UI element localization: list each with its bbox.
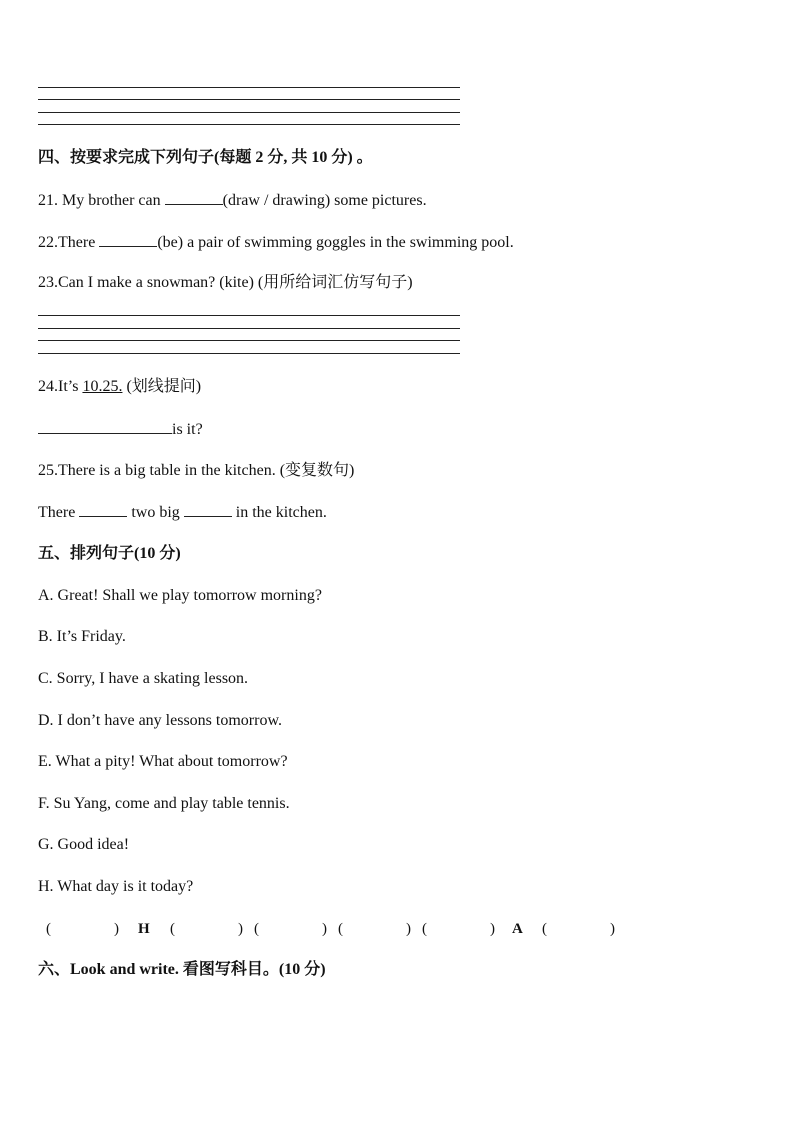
sequence-answer-row (0, 919, 794, 939)
question-text: Can I make a snowman? (kite) (用所给词汇仿写句子) (58, 274, 413, 291)
answer-paren-open[interactable]: ( (46, 921, 51, 937)
answer-paren-open[interactable]: ( (254, 921, 259, 937)
answer-line (38, 99, 460, 100)
answer-text: two big (127, 504, 184, 521)
question-24-answer (38, 419, 203, 440)
question-text: There is a big table in the kitchen. (变复数句) (58, 462, 355, 479)
sentence-item: D. I don’t have any lessons tomorrow. (38, 712, 282, 729)
answer-text: in the kitchen. (231, 504, 327, 521)
answer-line[interactable] (38, 315, 460, 316)
question-21 (38, 190, 427, 211)
fill-blank[interactable] (99, 232, 157, 247)
sentence-item: F. Su Yang, come and play table tennis. (38, 795, 290, 812)
answer-text: There (38, 504, 80, 521)
section-6-heading: 六、Look and write. 看图写科目。(10 分) (38, 961, 326, 978)
sentence-item: A. Great! Shall we play tomorrow morning? (38, 587, 322, 604)
underlined-part: 10.25. (82, 378, 123, 395)
question-24 (38, 377, 201, 397)
question-text: (be) a pair of swimming goggles in the swimming pool. (157, 234, 514, 251)
answer-paren-close[interactable]: ) (322, 921, 327, 937)
fill-blank[interactable] (38, 419, 172, 434)
answer-paren-close[interactable]: ) (114, 921, 119, 937)
answer-paren-close[interactable]: ) (238, 921, 243, 937)
answer-paren-close[interactable]: ) (406, 921, 411, 937)
question-number: 23. (38, 274, 58, 291)
question-25-answer (38, 502, 327, 523)
question-number: 24. (38, 378, 58, 395)
question-text: It’s (58, 378, 83, 395)
fill-blank[interactable] (165, 190, 223, 205)
sentence-item: E. What a pity! What about tomorrow? (38, 753, 288, 770)
section-5-heading: 五、排列句子(10 分) (38, 545, 181, 562)
sentence-item: G. Good idea! (38, 836, 130, 853)
answer-paren-close[interactable]: ) (490, 921, 495, 937)
question-text: There (58, 234, 100, 251)
question-number: 25. (38, 462, 58, 479)
question-25 (38, 461, 354, 481)
answer-text: is it? (172, 421, 203, 438)
sentence-item: B. It’s Friday. (38, 628, 126, 645)
answer-paren-close[interactable]: ) (610, 921, 615, 937)
sentence-item: C. Sorry, I have a skating lesson. (38, 670, 249, 687)
fill-blank[interactable] (184, 502, 232, 517)
question-22 (38, 232, 514, 253)
answer-line[interactable] (38, 353, 460, 354)
given-letter: H (138, 921, 150, 937)
sentence-item: H. What day is it today? (38, 878, 194, 895)
section-4-heading: 四、按要求完成下列句子(每题 2 分, 共 10 分) 。 (38, 149, 373, 166)
question-text: My brother can (58, 192, 165, 209)
question-number: 22. (38, 234, 58, 251)
fill-blank[interactable] (79, 502, 127, 517)
answer-line[interactable] (38, 340, 460, 341)
answer-paren-open[interactable]: ( (542, 921, 547, 937)
answer-line (38, 112, 460, 113)
answer-line (38, 87, 460, 88)
answer-line (38, 124, 460, 125)
question-number: 21. (38, 192, 58, 209)
question-text: (draw / drawing) some pictures. (222, 192, 427, 209)
answer-line[interactable] (38, 328, 460, 329)
given-letter: A (512, 921, 523, 937)
question-23 (38, 273, 413, 293)
answer-paren-open[interactable]: ( (170, 921, 175, 937)
answer-paren-open[interactable]: ( (338, 921, 343, 937)
answer-paren-open[interactable]: ( (422, 921, 427, 937)
question-text: (划线提问) (122, 378, 202, 395)
